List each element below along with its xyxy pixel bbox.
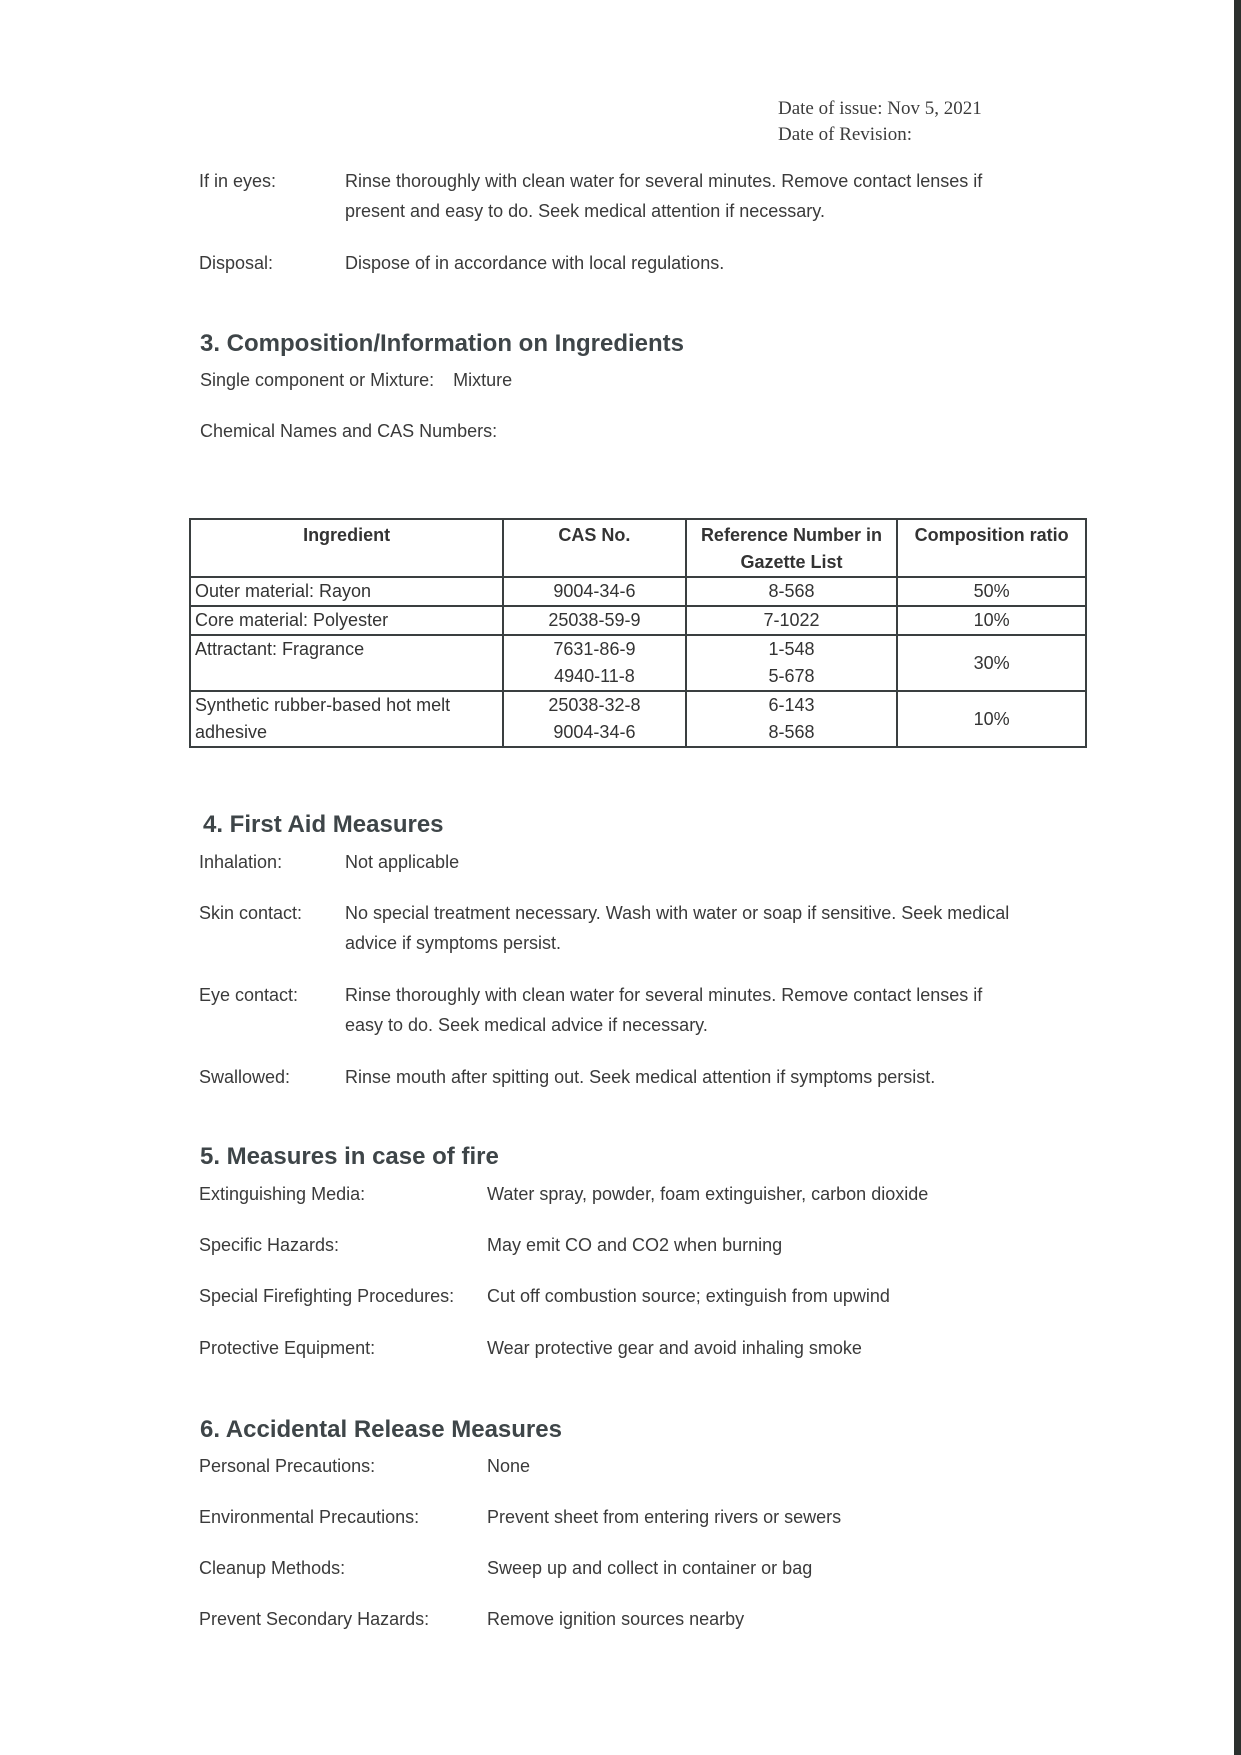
cas-line: 7631-86-9 <box>553 639 636 659</box>
cell-ratio: 50% <box>897 577 1086 606</box>
cell-ref <box>686 691 898 747</box>
fire-row <box>199 1230 1167 1260</box>
cell-ingredient: Synthetic rubber-based hot melt adhesive <box>190 691 503 747</box>
release-row <box>199 1604 1167 1634</box>
fire-row <box>199 1333 1167 1363</box>
item-label: Specific Hazards: <box>199 1235 340 1255</box>
release-row <box>199 1553 1167 1583</box>
release-row <box>199 1451 1167 1481</box>
item-label: Extinguishing Media: <box>199 1184 366 1204</box>
section-3-title: 3. Composition/Information on Ingredients <box>200 330 684 357</box>
section-6-title: 6. Accidental Release Measures <box>200 1416 562 1443</box>
item-value: Not applicable <box>345 852 460 872</box>
cell-ref: 7-1022 <box>686 606 898 635</box>
ref-line: 1-548 <box>768 639 815 659</box>
item-label: Skin contact: <box>199 903 303 923</box>
item-value: Dispose of in accordance with local regulations. <box>345 253 725 273</box>
cell-cas <box>503 691 686 747</box>
item-value: Rinse mouth after spitting out. Seek medical attention if symptoms persist. <box>345 1067 936 1087</box>
item-label: Prevent Secondary Hazards: <box>199 1609 430 1629</box>
cell-ingredient: Core material: Polyester <box>190 606 503 635</box>
item-label: Inhalation: <box>199 852 283 872</box>
ref-line: 6-143 <box>768 695 815 715</box>
eyes-row <box>199 166 1025 226</box>
item-value: Water spray, powder, foam extinguisher, carbon dioxide <box>487 1184 929 1204</box>
ref-line: 8-568 <box>768 722 815 742</box>
cell-ref <box>686 635 898 691</box>
table-header-row <box>190 519 1086 577</box>
item-label: Eye contact: <box>199 985 299 1005</box>
fire-row <box>199 1179 1167 1209</box>
item-value: Prevent sheet from entering rivers or sewers <box>487 1507 842 1527</box>
section-4-title: 4. First Aid Measures <box>203 811 444 838</box>
ref-line: 5-678 <box>768 666 815 686</box>
item-value: Remove ignition sources nearby <box>487 1609 745 1629</box>
date-block <box>778 96 982 148</box>
col-header: Reference Number in Gazette List <box>686 519 898 577</box>
cell-ratio: 10% <box>897 606 1086 635</box>
item-label: Protective Equipment: <box>199 1338 376 1358</box>
table-row <box>190 577 1086 606</box>
item-label: Swallowed: <box>199 1067 291 1087</box>
first-aid-row <box>199 1062 1025 1092</box>
scan-border <box>1234 0 1241 1755</box>
section-5-title: 5. Measures in case of fire <box>200 1143 499 1170</box>
item-value: Wear protective gear and avoid inhaling smoke <box>487 1338 862 1358</box>
cell-ratio: 10% <box>897 691 1086 747</box>
table-row <box>190 691 1086 747</box>
cell-ratio: 30% <box>897 635 1086 691</box>
item-value: None <box>487 1456 531 1476</box>
item-value: Sweep up and collect in container or bag <box>487 1558 813 1578</box>
release-row <box>199 1502 1167 1532</box>
col-header: CAS No. <box>503 519 686 577</box>
cell-ingredient: Outer material: Rayon <box>190 577 503 606</box>
cell-cas: 25038-59-9 <box>503 606 686 635</box>
table-row <box>190 635 1086 691</box>
cell-cas: 9004-34-6 <box>503 577 686 606</box>
ingredients-table <box>189 518 1087 748</box>
cas-line: 4940-11-8 <box>554 666 635 686</box>
first-aid-row <box>199 980 1025 1040</box>
cell-ref: 8-568 <box>686 577 898 606</box>
col-header: Ingredient <box>190 519 503 577</box>
component-row <box>200 370 512 391</box>
item-label: If in eyes: <box>199 171 277 191</box>
component-label: Single component or Mixture: <box>200 370 435 390</box>
item-value: May emit CO and CO2 when burning <box>487 1235 783 1255</box>
first-aid-row <box>199 898 1025 958</box>
component-value: Mixture <box>453 370 513 390</box>
date-of-issue: Date of issue: Nov 5, 2021 <box>778 98 982 119</box>
table-row <box>190 606 1086 635</box>
cell-ingredient: Attractant: Fragrance <box>190 635 503 691</box>
item-label: Cleanup Methods: <box>199 1558 346 1578</box>
cas-line: 25038-32-8 <box>548 695 641 715</box>
cell-cas <box>503 635 686 691</box>
item-value: No special treatment necessary. Wash with water or soap if sensitive. Seek medical advice if symptoms persist. <box>345 903 1010 953</box>
item-label: Disposal: <box>199 253 274 273</box>
item-label: Environmental Precautions: <box>199 1507 420 1527</box>
cas-line: 9004-34-6 <box>553 722 636 742</box>
item-value: Rinse thoroughly with clean water for several minutes. Remove contact lenses if present and easy to do. Seek medical attention if necessary. <box>345 171 983 221</box>
item-label: Personal Precautions: <box>199 1456 376 1476</box>
item-value: Cut off combustion source; extinguish from upwind <box>487 1286 890 1306</box>
item-value: Rinse thoroughly with clean water for several minutes. Remove contact lenses if easy to do. Seek medical advice if necessary. <box>345 985 983 1035</box>
date-of-revision: Date of Revision: <box>778 124 913 145</box>
chem-label: Chemical Names and CAS Numbers: <box>200 421 498 441</box>
item-label: Special Firefighting Procedures: <box>199 1286 455 1306</box>
disposal-row <box>199 248 1025 278</box>
first-aid-row <box>199 847 1025 877</box>
fire-row <box>199 1281 1167 1311</box>
col-header: Composition ratio <box>897 519 1086 577</box>
